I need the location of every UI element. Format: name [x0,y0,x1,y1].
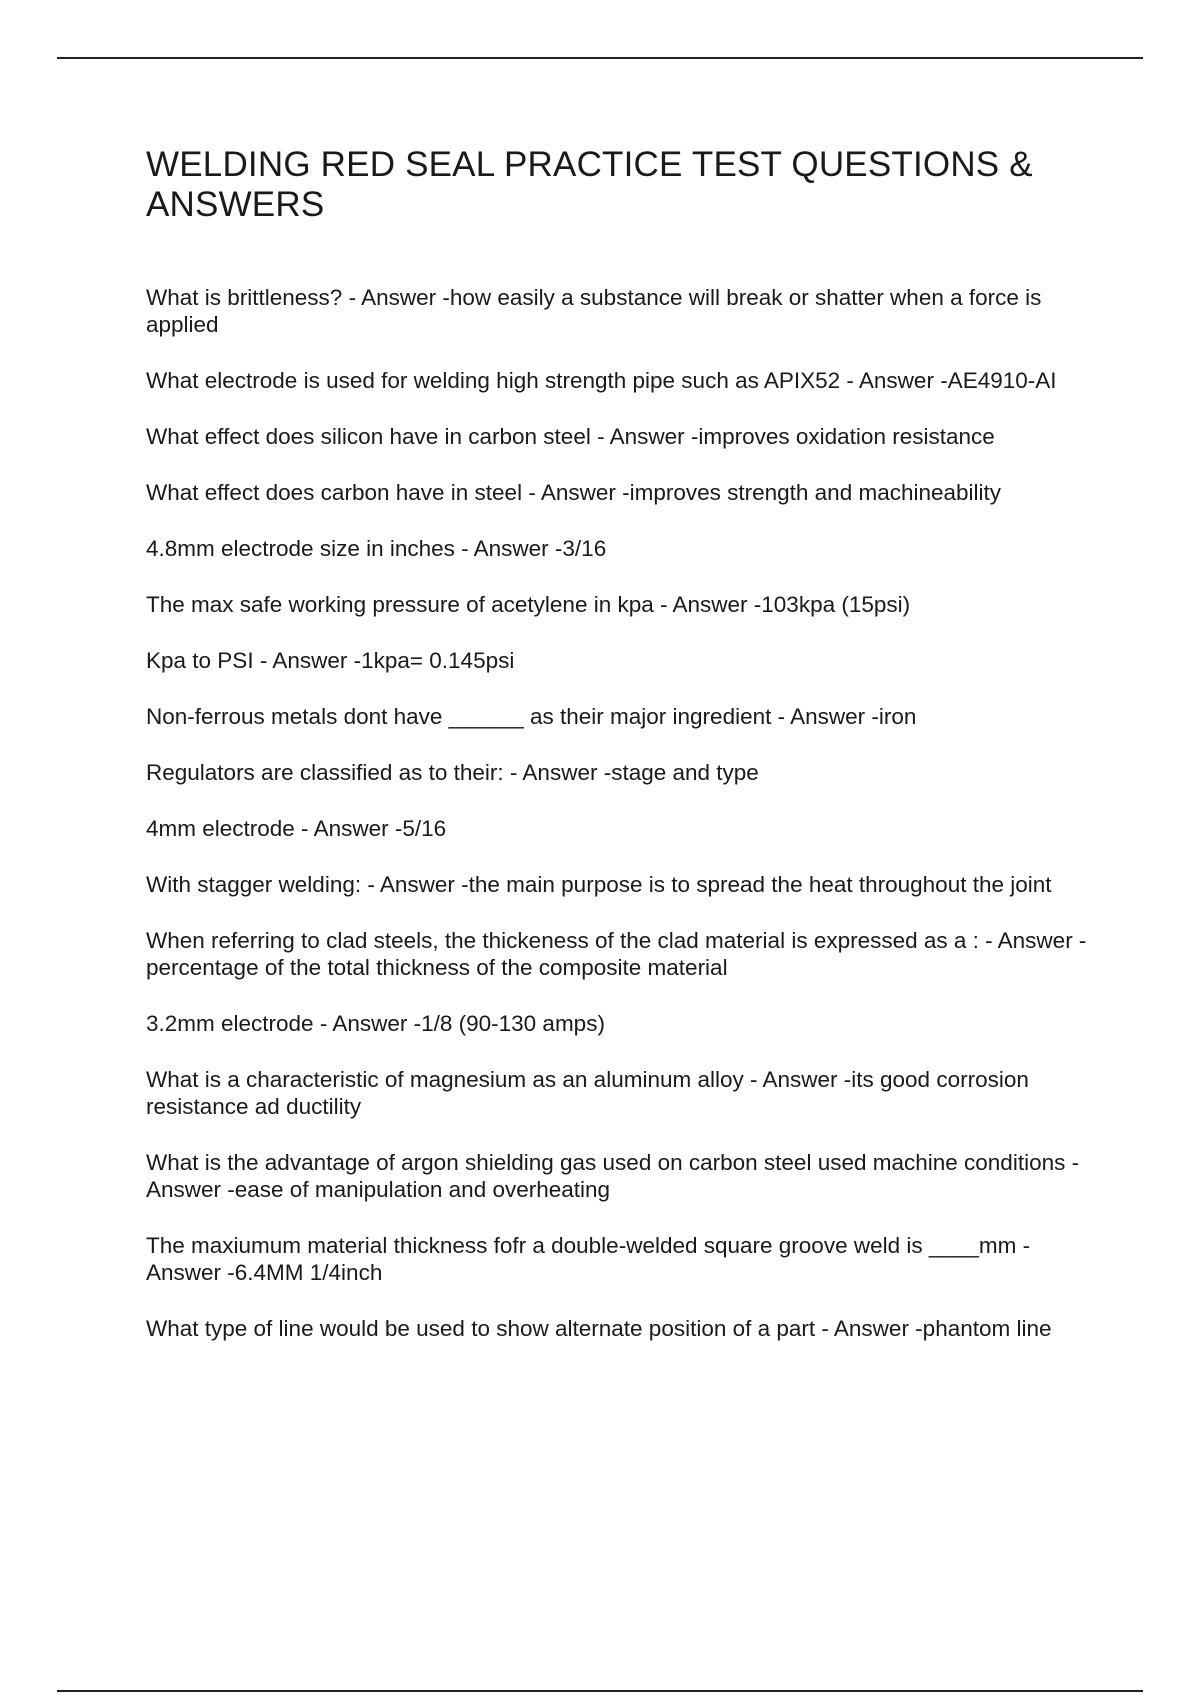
footer-rule [57,1690,1143,1692]
header-rule [57,57,1143,59]
qa-item: The maxiumum material thickness fofr a double-welded square groove weld is ____mm - Answer -6.4MM 1/4inch [146,1233,1031,1285]
qa-item: Regulators are classified as to their: - Answer -stage and type [146,760,759,785]
qa-item: With stagger welding: - Answer -the main purpose is to spread the heat throughout the joint [146,872,1052,897]
qa-item: What is the advantage of argon shielding gas used on carbon steel used machine conditions - Answer -ease of manipulation and overheating [146,1150,1080,1202]
qa-item: 4.8mm electrode size in inches - Answer -3/16 [146,536,607,561]
document-title: WELDING RED SEAL PRACTICE TEST QUESTIONS & ANSWERS [146,145,1033,224]
qa-item: When referring to clad steels, the thickeness of the clad material is expressed as a : - Answer -percentage of the total thickness of the composite material [146,928,1087,980]
qa-item: What effect does silicon have in carbon steel - Answer -improves oxidation resistance [146,424,995,449]
qa-item: What is brittleness? - Answer -how easily a substance will break or shatter when a force is applied [146,285,1042,337]
qa-item: What electrode is used for welding high strength pipe such as APIX52 - Answer -AE4910-AI [146,368,1057,393]
qa-list [146,284,1091,1342]
document-body [146,145,1091,1371]
qa-item: What is a characteristic of magnesium as an aluminum alloy - Answer -its good corrosion resistance ad ductility [146,1067,1029,1119]
qa-item: The max safe working pressure of acetylene in kpa - Answer -103kpa (15psi) [146,592,911,617]
qa-item: What type of line would be used to show alternate position of a part - Answer -phantom line [146,1316,1052,1341]
qa-item: What effect does carbon have in steel - Answer -improves strength and machineability [146,480,1002,505]
qa-item: 3.2mm electrode - Answer -1/8 (90-130 amps) [146,1011,605,1036]
qa-item: Non-ferrous metals dont have ______ as their major ingredient - Answer -iron [146,704,917,729]
qa-item: Kpa to PSI - Answer -1kpa= 0.145psi [146,648,515,673]
qa-item: 4mm electrode - Answer -5/16 [146,816,447,841]
